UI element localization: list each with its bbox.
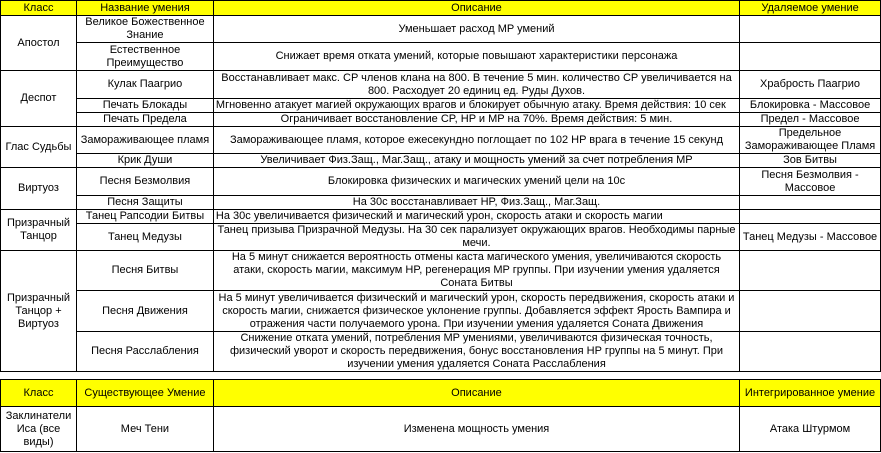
description-cell: Изменена мощность умения bbox=[213, 407, 739, 452]
header-description: Описание bbox=[213, 1, 739, 16]
description-cell: На 30с увеличивается физический и магический урон, скорость атаки и скорость магии bbox=[213, 210, 739, 224]
removed-cell: Зов Битвы bbox=[740, 154, 881, 168]
description-cell: Мгновенно атакует магией окружающих врагов и блокирует обычную атаку. Время действия: 10 сек bbox=[213, 99, 739, 113]
class-cell: Призрачный Танцор bbox=[1, 210, 77, 251]
table-row bbox=[1, 113, 881, 127]
table-row bbox=[1, 196, 881, 210]
header-class: Класс bbox=[1, 380, 77, 407]
removed-cell bbox=[740, 291, 881, 332]
skill-cell: Песня Безмолвия bbox=[76, 168, 213, 196]
description-cell: На 30с восстанавливает HP, Физ.Защ., Маг.Защ. bbox=[213, 196, 739, 210]
skill-cell: Танец Рапсодии Битвы bbox=[76, 210, 213, 224]
header-description: Описание bbox=[213, 380, 739, 407]
skill-cell: Меч Тени bbox=[76, 407, 213, 452]
description-cell: Уменьшает расход MP умений bbox=[213, 16, 739, 43]
removed-cell: Танец Медузы - Массовое bbox=[740, 224, 881, 251]
skill-cell: Замораживающее пламя bbox=[76, 127, 213, 154]
table-row bbox=[1, 224, 881, 251]
skill-cell: Песня Расслабления bbox=[76, 332, 213, 372]
class-cell: Заклинатели Иса (все виды) bbox=[1, 407, 77, 452]
description-cell: Снижение отката умений, потребления MP умениями, увеличиваются физическая точность, физический уворот и скорость передвижения, бонус восстановления HP группы на 5 минут. При изучении умения удаляется Соната Расслабления bbox=[213, 332, 739, 372]
header-class: Класс bbox=[1, 1, 77, 16]
removed-cell bbox=[740, 43, 881, 71]
removed-cell bbox=[740, 210, 881, 224]
removed-cell: Предельное Замораживающее Пламя bbox=[740, 127, 881, 154]
description-cell: На 5 минут увеличивается физический и магический урон, скорость передвижения, скорость атаки и скорость магии, снижается физическое уклонение группы. Добавляется эффект Ярость Вампира и отражения части получаемого урона. При изучении умения удаляется Соната Движения bbox=[213, 291, 739, 332]
table-row bbox=[1, 127, 881, 154]
table-row bbox=[1, 16, 881, 43]
class-cell: Апостол bbox=[1, 16, 77, 71]
integrated-skills-table bbox=[0, 379, 881, 452]
table-header-row bbox=[1, 1, 881, 16]
removed-cell bbox=[740, 196, 881, 210]
skill-cell: Песня Движения bbox=[76, 291, 213, 332]
class-cell: Призрачный Танцор + Виртуоз bbox=[1, 251, 77, 372]
table-row bbox=[1, 99, 881, 113]
description-cell: Увеличивает Физ.Защ., Маг.Защ., атаку и мощность умений за счет потребления MP bbox=[213, 154, 739, 168]
removed-cell: Блокировка - Массовое bbox=[740, 99, 881, 113]
table-row bbox=[1, 251, 881, 291]
skill-cell: Песня Защиты bbox=[76, 196, 213, 210]
description-cell: Замораживающее пламя, которое ежесекундно поглощает по 102 HP врага в течение 15 секунд bbox=[213, 127, 739, 154]
skill-cell: Крик Души bbox=[76, 154, 213, 168]
table-row bbox=[1, 43, 881, 71]
table-row bbox=[1, 332, 881, 372]
removed-cell bbox=[740, 251, 881, 291]
skill-cell: Естественное Преимущество bbox=[76, 43, 213, 71]
class-cell: Деспот bbox=[1, 71, 77, 127]
removed-cell: Песня Безмолвия - Массовое bbox=[740, 168, 881, 196]
class-cell: Глас Судьбы bbox=[1, 127, 77, 168]
description-cell: Блокировка физических и магических умений цели на 10с bbox=[213, 168, 739, 196]
removed-cell bbox=[740, 16, 881, 43]
skill-cell: Кулак Паагрио bbox=[76, 71, 213, 99]
removed-cell: Храбрость Паагрио bbox=[740, 71, 881, 99]
table-row bbox=[1, 407, 881, 452]
description-cell: Снижает время отката умений, которые повышают характеристики персонажа bbox=[213, 43, 739, 71]
skill-cell: Танец Медузы bbox=[76, 224, 213, 251]
header-integrated-skill: Интегрированное умение bbox=[740, 380, 881, 407]
description-cell: Танец призыва Призрачной Медузы. На 30 сек парализует окружающих врагов. Необходимы парные мечи. bbox=[213, 224, 739, 251]
removed-cell bbox=[740, 332, 881, 372]
table-row bbox=[1, 291, 881, 332]
description-cell: Восстанавливает макс. CP членов клана на 800. В течение 5 мин. количество CP увеличивается на 800. Расходует 20 единиц ед. Руды Духов. bbox=[213, 71, 739, 99]
table-header-row bbox=[1, 380, 881, 407]
table-row bbox=[1, 71, 881, 99]
header-removed-skill: Удаляемое умение bbox=[740, 1, 881, 16]
header-skill-name: Название умения bbox=[76, 1, 213, 16]
table-row bbox=[1, 154, 881, 168]
header-existing-skill: Существующее Умение bbox=[76, 380, 213, 407]
removed-cell: Предел - Массовое bbox=[740, 113, 881, 127]
skill-cell: Печать Блокады bbox=[76, 99, 213, 113]
description-cell: Ограничивает восстановление CP, HP и MP на 70%. Время действия: 5 мин. bbox=[213, 113, 739, 127]
integrated-cell: Атака Штурмом bbox=[740, 407, 881, 452]
description-cell: На 5 минут снижается вероятность отмены каста магического умения, увеличиваются скорость атаки, скорость магии, максимум HP, регенерация MP группы. При изучении умения удаляется Соната Битвы bbox=[213, 251, 739, 291]
table-row bbox=[1, 168, 881, 196]
table-row bbox=[1, 210, 881, 224]
class-cell: Виртуоз bbox=[1, 168, 77, 210]
skill-cell: Великое Божественное Знание bbox=[76, 16, 213, 43]
skill-cell: Печать Предела bbox=[76, 113, 213, 127]
skill-cell: Песня Битвы bbox=[76, 251, 213, 291]
